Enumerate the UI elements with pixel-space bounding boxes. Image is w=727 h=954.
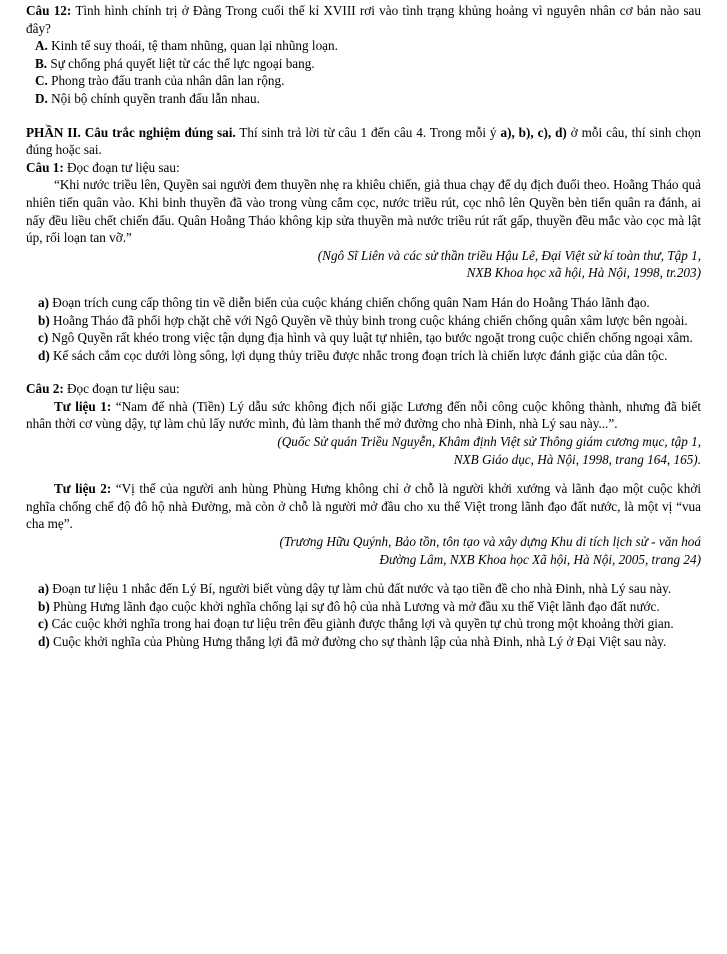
c2-label: Câu 2: [26,381,64,397]
c1-passage: “Khi nước triều lên, Quyền sai người đem thuyền nhẹ ra khiêu chiến, giả thua chạy để dụ địch đuổi theo. Hoằng Tháo quả nhiên tiến quân vào. Khi binh thuyền đã vào trong vùng cắm cọc, nước triều rút, cọc nhô lên Quyền bèn tiến quân ra đánh, ai nấy đều liều chết chiến đấu. Quân Hoằng Tháo không kịp sửa thuyền mà nước triều rút rất gấp, thuyền đều mắc vào cọc mà lật úp, rối loạn tan vỡ.” [26,177,701,246]
q12-stem: Câu 12: Tình hình chính trị ở Đàng Trong cuối thế kỉ XVIII rơi vào tình trạng khủng hoảng vì nguyên nhân cơ bản nào sau đây? [26,3,702,36]
c2-statement-d: d) Cuộc khởi nghĩa của Phùng Hưng thắng lợi đã mở đường cho sự thành lập của nhà Đinh, nhà Lý ở Đại Việt sau này. [38,634,667,649]
c2-document-1: Tư liệu 1: “Nam đế nhà (Tiền) Lý dẫu sức không địch nổi giặc Lương đến nỗi công cuộc không thành, nhưng đã biết nhân thời cơ vùng dậy, tự làm chủ lấy nước mình, đủ làm thanh thế mở đường cho nhà Đinh, nhà Lý sau này...”. [26,398,701,432]
c2-document-1-source-line-2: NXB Giáo dục, Hà Nội, 1998, trang 164, 165). [453,451,701,467]
c1-source-line-1: (Ngô Sĩ Liên và các sử thần triều Hậu Lê, Đại Việt sử kí toàn thư, Tập 1, [317,247,701,263]
c1-label: Câu 1: [26,159,64,175]
c1-statement-b: b) Hoằng Tháo đã phối hợp chặt chẽ với Ngô Quyền về thủy binh trong cuộc kháng chiến chống quân xâm lược bên ngoài. [38,312,688,328]
c2-statement-b: b) Phùng Hưng lãnh đạo cuộc khởi nghĩa chống lại sự đô hộ của nhà Lương và mở đầu xu thế Việt lãnh đạo đất nước. [38,598,660,614]
part2-intro: PHẦN II. Câu trắc nghiệm đúng sai. Thí sinh trả lời từ câu 1 đến câu 4. Trong mỗi ý a), b), c), d) ở mỗi câu, thí sinh chọn đúng hoặc sai. [26,124,702,158]
q12-option-c: C. Phong trào đấu tranh của nhân dân lan rộng. [35,73,285,89]
c2-document-1-label: Tư liệu 1: [54,398,112,414]
part2-heading: PHẦN II. Câu trắc nghiệm đúng sai. [26,124,236,140]
c2-document-2: Tư liệu 2: “Vị thế của người anh hùng Phùng Hưng không chỉ ở chỗ là người khởi xướng và lãnh đạo một cuộc khởi nghĩa chống chế độ đô hộ nhà Đường, mà còn ở chỗ là người mở đầu cho xu thế Việt trong lãnh đạo đất nước, là một vị “vua cha mẹ”. [26,481,701,532]
c2-document-1-source-line-1: (Quốc Sử quán Triều Nguyễn, Khâm định Việt sử Thông giám cương mục, tập 1, [277,434,701,450]
c2-document-2-source-line-1: (Trương Hữu Quýnh, Bảo tồn, tôn tạo và xây dựng Khu di tích lịch sử - văn hoá [279,534,701,550]
c1-source-line-2: NXB Khoa học xã hội, Hà Nội, 1998, tr.203) [466,265,701,281]
c2-statement-c: c) Các cuộc khởi nghĩa trong hai đoạn tư liệu trên đều giành được thắng lợi và quyền tự chủ trong một khoảng thời gian. [38,616,674,632]
c1-lead: Câu 1: Đọc đoạn tư liệu sau: [26,159,180,175]
q12-option-b: B. Sự chống phá quyết liệt từ các thế lực ngoại bang. [35,55,315,71]
c2-document-2-label: Tư liệu 2: [54,481,112,497]
c2-document-2-source-line-2: Đường Lâm, NXB Khoa học Xã hội, Hà Nội, 2005, trang 24) [379,551,701,567]
c1-statement-a: a) Đoạn trích cung cấp thông tin về diễn biến của cuộc kháng chiến chống quân Nam Hán do Hoằng Tháo lãnh đạo. [38,294,650,310]
q12-option-a: A. Kinh tế suy thoái, tệ tham nhũng, quan lại nhũng loạn. [35,38,338,54]
c2-statement-a: a) Đoạn tư liệu 1 nhắc đến Lý Bí, người biết vùng dậy tự làm chủ đất nước và tạo tiền đề cho nhà Đinh, nhà Lý sau này. [38,581,672,597]
c1-statement-d: d) Kế sách cắm cọc dưới lòng sông, lợi dụng thủy triều được nhắc trong đoạn trích là chiến lược đánh giặc của dân tộc. [38,347,668,363]
c2-lead: Câu 2: Đọc đoạn tư liệu sau: [26,381,180,397]
q12-label: Câu 12: [26,3,72,18]
c1-statement-c: c) Ngô Quyền rất khéo trong việc tận dụng địa hình và quy luật tự nhiên, tạo bước ngoặt trong cuộc chiến chống ngoại xâm. [38,330,693,346]
q12-option-d: D. Nội bộ chính quyền tranh đấu lẫn nhau. [35,90,260,106]
